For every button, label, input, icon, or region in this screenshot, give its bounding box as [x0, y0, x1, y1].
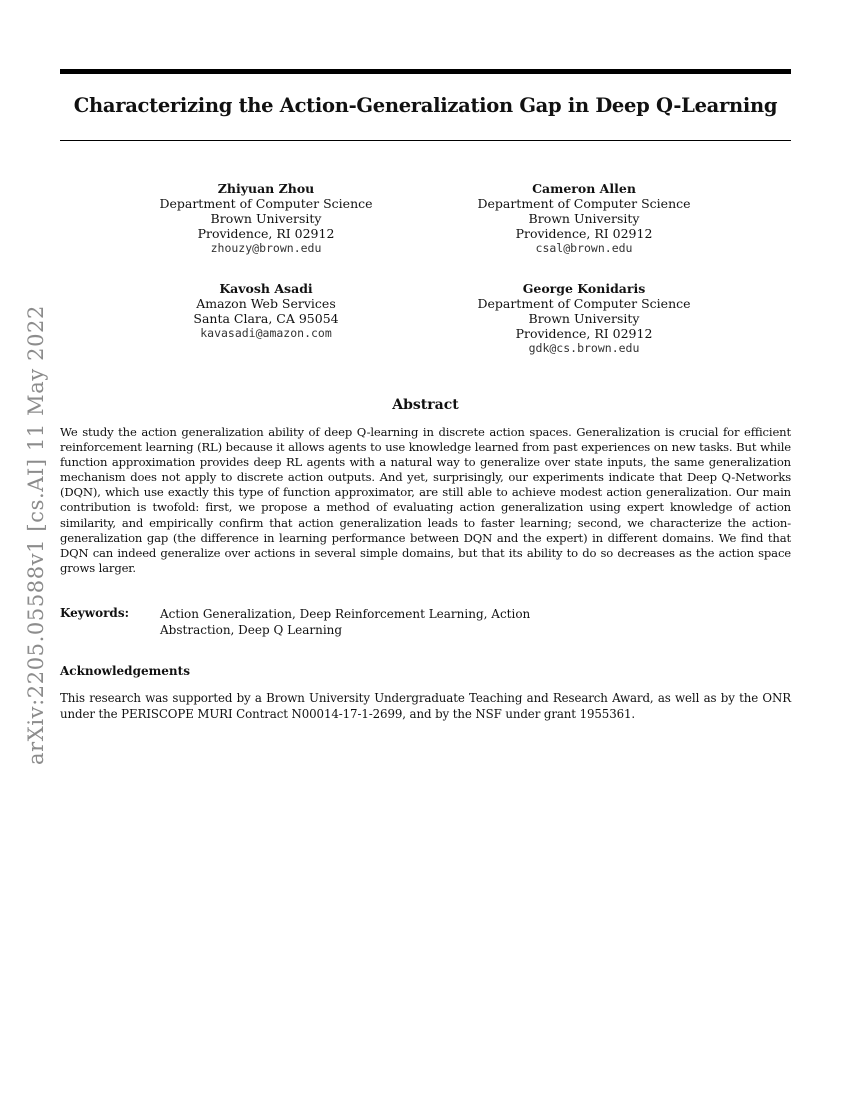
author-affiliation-line: Providence, RI 02912 — [515, 226, 653, 241]
acknowledgements-heading: Acknowledgements — [60, 664, 190, 678]
author-affiliation-line: Department of Computer Science — [159, 196, 373, 211]
title-bottom-rule — [60, 140, 791, 141]
author-block — [126, 281, 406, 341]
author-email: csal@brown.edu — [535, 241, 633, 255]
author-affiliation-line: Brown University — [528, 311, 640, 326]
author-affiliation-line: Santa Clara, CA 95054 — [193, 311, 339, 326]
title-top-rule — [60, 69, 791, 74]
author-name: Cameron Allen — [532, 181, 636, 196]
paper-title: Characterizing the Action-Generalization Gap in Deep Q-Learning — [73, 94, 778, 117]
author-name: Zhiyuan Zhou — [217, 181, 315, 196]
author-block — [444, 181, 724, 256]
abstract-heading: Abstract — [392, 397, 459, 413]
author-affiliation-line: Brown University — [528, 211, 640, 226]
author-affiliation-line: Department of Computer Science — [477, 196, 691, 211]
author-email: kavasadi@amazon.com — [200, 326, 332, 340]
acknowledgements-body: This research was supported by a Brown University Undergraduate Teaching and Research Award, as well as by the ONR under the PERISCOPE MURI Contract N00014-17-1-2699, and by the NSF under grant 1955361. — [60, 691, 791, 721]
author-affiliation-line: Providence, RI 02912 — [515, 326, 653, 341]
arxiv-stamp: arXiv:2205.05588v1 [cs.AI] 11 May 2022 — [24, 305, 48, 765]
author-email: zhouzy@brown.edu — [210, 241, 322, 255]
keywords-label: Keywords: — [60, 606, 130, 620]
keywords-text: Action Generalization, Deep Reinforcement Learning, Action Abstraction, Deep Q Learning — [160, 607, 531, 637]
author-affiliation-line: Amazon Web Services — [196, 296, 336, 311]
author-name: Kavosh Asadi — [219, 281, 313, 296]
author-email: gdk@cs.brown.edu — [528, 341, 640, 355]
author-block — [444, 281, 724, 356]
abstract-body: We study the action generalization ability of deep Q-learning in discrete action spaces. Generalization is crucial for efficient reinforcement learning (RL) because it allows agents to use knowledge learned from past experiences on new tasks. But while function approximation provides deep RL agents with a natural way to generalize over state inputs, the same generalization mechanism does not apply to discrete action outputs. And yet, surprisingly, our experiments indicate that Deep Q-Networks (DQN), which use exactly this type of function approximator, are still able to achieve modest action generalization. Our main contribution is twofold: first, we propose a method of evaluating action generalization using expert knowledge of action similarity, and empirically confirm that action generalization leads to faster learning; second, we characterize the action-generalization gap (the difference in learning performance between DQN and the expert) in different domains. We find that DQN can indeed generalize over actions in several simple domains, but that its ability to do so decreases as the action space grows larger. — [60, 425, 791, 575]
author-affiliation-line: Department of Computer Science — [477, 296, 691, 311]
author-name: George Konidaris — [522, 281, 646, 296]
author-affiliation-line: Brown University — [210, 211, 322, 226]
author-block — [126, 181, 406, 256]
author-affiliation-line: Providence, RI 02912 — [197, 226, 335, 241]
